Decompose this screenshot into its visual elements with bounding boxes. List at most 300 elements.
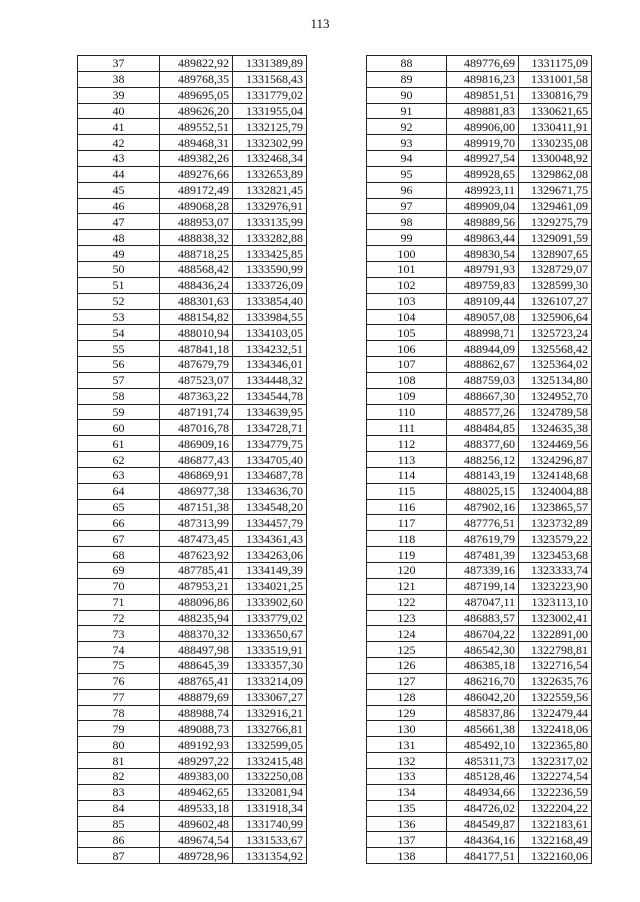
y-coordinate-cell: 1333135,99 (233, 214, 307, 230)
table-row (78, 372, 307, 388)
x-coordinate-cell: 489791,93 (447, 261, 519, 277)
x-coordinate-cell: 487902,16 (447, 499, 519, 515)
point-number-cell: 83 (78, 784, 160, 800)
x-coordinate-cell: 487523,07 (160, 372, 233, 388)
x-coordinate-cell: 489851,51 (447, 87, 519, 103)
point-number-cell: 111 (367, 420, 447, 436)
x-coordinate-cell: 489923,11 (447, 182, 519, 198)
x-coordinate-cell: 489383,00 (160, 768, 233, 784)
x-coordinate-cell: 488879,69 (160, 689, 233, 705)
point-number-cell: 135 (367, 800, 447, 816)
table-row (78, 103, 307, 119)
x-coordinate-cell: 486977,38 (160, 483, 233, 499)
coordinates-table-right (366, 55, 592, 864)
y-coordinate-cell: 1334548,20 (233, 499, 307, 515)
y-coordinate-cell: 1328599,30 (519, 277, 592, 293)
table-row (78, 436, 307, 452)
x-coordinate-cell: 489192,93 (160, 737, 233, 753)
y-coordinate-cell: 1331918,34 (233, 800, 307, 816)
table-row (78, 832, 307, 848)
x-coordinate-cell: 485128,46 (447, 768, 519, 784)
table-row (78, 563, 307, 579)
point-number-cell: 61 (78, 436, 160, 452)
y-coordinate-cell: 1333214,09 (233, 673, 307, 689)
y-coordinate-cell: 1322798,81 (519, 642, 592, 658)
y-coordinate-cell: 1329671,75 (519, 182, 592, 198)
point-number-cell: 87 (78, 848, 160, 864)
point-number-cell: 127 (367, 673, 447, 689)
y-coordinate-cell: 1332081,94 (233, 784, 307, 800)
y-coordinate-cell: 1334457,79 (233, 515, 307, 531)
x-coordinate-cell: 489759,83 (447, 277, 519, 293)
x-coordinate-cell: 489919,70 (447, 135, 519, 151)
point-number-cell: 105 (367, 325, 447, 341)
point-number-cell: 57 (78, 372, 160, 388)
table-row (78, 261, 307, 277)
point-number-cell: 65 (78, 499, 160, 515)
point-number-cell: 101 (367, 261, 447, 277)
y-coordinate-cell: 1323579,22 (519, 531, 592, 547)
table-row (367, 357, 592, 373)
point-number-cell: 69 (78, 563, 160, 579)
x-coordinate-cell: 486216,70 (447, 673, 519, 689)
table-row (367, 87, 592, 103)
point-number-cell: 115 (367, 483, 447, 499)
point-number-cell: 114 (367, 467, 447, 483)
point-number-cell: 43 (78, 151, 160, 167)
x-coordinate-cell: 488568,42 (160, 261, 233, 277)
y-coordinate-cell: 1334149,39 (233, 563, 307, 579)
x-coordinate-cell: 487776,51 (447, 515, 519, 531)
y-coordinate-cell: 1331533,67 (233, 832, 307, 848)
y-coordinate-cell: 1325364,02 (519, 357, 592, 373)
x-coordinate-cell: 488235,94 (160, 610, 233, 626)
x-coordinate-cell: 489172,49 (160, 182, 233, 198)
point-number-cell: 68 (78, 547, 160, 563)
table-row (78, 182, 307, 198)
y-coordinate-cell: 1322559,56 (519, 689, 592, 705)
y-coordinate-cell: 1330048,92 (519, 151, 592, 167)
y-coordinate-cell: 1332766,81 (233, 721, 307, 737)
table-row (367, 673, 592, 689)
table-row (78, 166, 307, 182)
table-row (78, 71, 307, 87)
y-coordinate-cell: 1334103,05 (233, 325, 307, 341)
table-row (367, 277, 592, 293)
x-coordinate-cell: 489822,92 (160, 56, 233, 72)
y-coordinate-cell: 1323453,68 (519, 547, 592, 563)
x-coordinate-cell: 487151,38 (160, 499, 233, 515)
table-row (367, 198, 592, 214)
point-number-cell: 89 (367, 71, 447, 87)
y-coordinate-cell: 1333357,30 (233, 658, 307, 674)
table-row (78, 578, 307, 594)
table-row (78, 800, 307, 816)
table-row (78, 816, 307, 832)
y-coordinate-cell: 1322274,54 (519, 768, 592, 784)
table-row (78, 309, 307, 325)
table-row (78, 705, 307, 721)
table-row (367, 151, 592, 167)
x-coordinate-cell: 489927,54 (447, 151, 519, 167)
table-row (78, 87, 307, 103)
x-coordinate-cell: 488010,94 (160, 325, 233, 341)
point-number-cell: 41 (78, 119, 160, 135)
point-number-cell: 136 (367, 816, 447, 832)
table-row (367, 610, 592, 626)
y-coordinate-cell: 1334232,51 (233, 341, 307, 357)
x-coordinate-cell: 489088,73 (160, 721, 233, 737)
x-coordinate-cell: 489928,65 (447, 166, 519, 182)
point-number-cell: 52 (78, 293, 160, 309)
y-coordinate-cell: 1333590,99 (233, 261, 307, 277)
table-row (78, 230, 307, 246)
x-coordinate-cell: 489297,22 (160, 753, 233, 769)
y-coordinate-cell: 1323223,90 (519, 578, 592, 594)
y-coordinate-cell: 1322168,49 (519, 832, 592, 848)
table-row (78, 499, 307, 515)
coordinates-table-left (77, 55, 307, 864)
point-number-cell: 48 (78, 230, 160, 246)
y-coordinate-cell: 1333282,88 (233, 230, 307, 246)
y-coordinate-cell: 1334705,40 (233, 452, 307, 468)
x-coordinate-cell: 488143,19 (447, 467, 519, 483)
x-coordinate-cell: 487313,99 (160, 515, 233, 531)
y-coordinate-cell: 1332599,05 (233, 737, 307, 753)
table-row (78, 515, 307, 531)
y-coordinate-cell: 1334361,43 (233, 531, 307, 547)
table-row (367, 325, 592, 341)
table-row (367, 642, 592, 658)
x-coordinate-cell: 488998,71 (447, 325, 519, 341)
y-coordinate-cell: 1325723,24 (519, 325, 592, 341)
table-row (367, 658, 592, 674)
table-row (367, 452, 592, 468)
table-row (367, 483, 592, 499)
y-coordinate-cell: 1332821,45 (233, 182, 307, 198)
y-coordinate-cell: 1322716,54 (519, 658, 592, 674)
point-number-cell: 64 (78, 483, 160, 499)
table-row (78, 119, 307, 135)
point-number-cell: 63 (78, 467, 160, 483)
x-coordinate-cell: 489068,28 (160, 198, 233, 214)
table-row (367, 420, 592, 436)
y-coordinate-cell: 1323333,74 (519, 563, 592, 579)
y-coordinate-cell: 1334544,78 (233, 388, 307, 404)
y-coordinate-cell: 1322635,76 (519, 673, 592, 689)
table-row (367, 166, 592, 182)
x-coordinate-cell: 488988,74 (160, 705, 233, 721)
point-number-cell: 66 (78, 515, 160, 531)
table-row (78, 642, 307, 658)
table-row (78, 341, 307, 357)
y-coordinate-cell: 1333067,27 (233, 689, 307, 705)
x-coordinate-cell: 486883,57 (447, 610, 519, 626)
x-coordinate-cell: 488645,39 (160, 658, 233, 674)
x-coordinate-cell: 487339,16 (447, 563, 519, 579)
x-coordinate-cell: 489881,83 (447, 103, 519, 119)
point-number-cell: 70 (78, 578, 160, 594)
y-coordinate-cell: 1324635,38 (519, 420, 592, 436)
x-coordinate-cell: 486542,30 (447, 642, 519, 658)
table-row (78, 658, 307, 674)
point-number-cell: 62 (78, 452, 160, 468)
table-row (367, 784, 592, 800)
point-number-cell: 119 (367, 547, 447, 563)
point-number-cell: 96 (367, 182, 447, 198)
point-number-cell: 92 (367, 119, 447, 135)
y-coordinate-cell: 1333902,60 (233, 594, 307, 610)
point-number-cell: 98 (367, 214, 447, 230)
y-coordinate-cell: 1329862,08 (519, 166, 592, 182)
table-row (78, 673, 307, 689)
x-coordinate-cell: 488759,03 (447, 372, 519, 388)
table-row (367, 71, 592, 87)
table-row (78, 277, 307, 293)
y-coordinate-cell: 1322418,06 (519, 721, 592, 737)
table-row (367, 531, 592, 547)
y-coordinate-cell: 1334728,71 (233, 420, 307, 436)
point-number-cell: 128 (367, 689, 447, 705)
table-row (367, 547, 592, 563)
point-number-cell: 77 (78, 689, 160, 705)
x-coordinate-cell: 489552,51 (160, 119, 233, 135)
y-coordinate-cell: 1334779,75 (233, 436, 307, 452)
y-coordinate-cell: 1330621,65 (519, 103, 592, 119)
y-coordinate-cell: 1332415,48 (233, 753, 307, 769)
x-coordinate-cell: 487623,92 (160, 547, 233, 563)
x-coordinate-cell: 488862,67 (447, 357, 519, 373)
point-number-cell: 71 (78, 594, 160, 610)
point-number-cell: 85 (78, 816, 160, 832)
y-coordinate-cell: 1322160,06 (519, 848, 592, 864)
x-coordinate-cell: 488301,63 (160, 293, 233, 309)
x-coordinate-cell: 488577,26 (447, 404, 519, 420)
table-row (367, 261, 592, 277)
point-number-cell: 120 (367, 563, 447, 579)
y-coordinate-cell: 1331779,02 (233, 87, 307, 103)
table-row (367, 230, 592, 246)
y-coordinate-cell: 1334448,32 (233, 372, 307, 388)
y-coordinate-cell: 1332250,08 (233, 768, 307, 784)
point-number-cell: 109 (367, 388, 447, 404)
point-number-cell: 91 (367, 103, 447, 119)
x-coordinate-cell: 489276,66 (160, 166, 233, 182)
point-number-cell: 132 (367, 753, 447, 769)
point-number-cell: 100 (367, 246, 447, 262)
y-coordinate-cell: 1329091,59 (519, 230, 592, 246)
x-coordinate-cell: 489057,08 (447, 309, 519, 325)
table-row (78, 610, 307, 626)
point-number-cell: 84 (78, 800, 160, 816)
y-coordinate-cell: 1331001,58 (519, 71, 592, 87)
x-coordinate-cell: 487619,79 (447, 531, 519, 547)
table-row (367, 246, 592, 262)
point-number-cell: 55 (78, 341, 160, 357)
x-coordinate-cell: 488154,82 (160, 309, 233, 325)
y-coordinate-cell: 1325906,64 (519, 309, 592, 325)
y-coordinate-cell: 1323002,41 (519, 610, 592, 626)
table-row (367, 848, 592, 864)
x-coordinate-cell: 484177,51 (447, 848, 519, 864)
y-coordinate-cell: 1332468,34 (233, 151, 307, 167)
point-number-cell: 108 (367, 372, 447, 388)
x-coordinate-cell: 485492,10 (447, 737, 519, 753)
point-number-cell: 53 (78, 309, 160, 325)
y-coordinate-cell: 1330235,08 (519, 135, 592, 151)
x-coordinate-cell: 486704,22 (447, 626, 519, 642)
x-coordinate-cell: 487841,18 (160, 341, 233, 357)
point-number-cell: 107 (367, 357, 447, 373)
table-row (367, 103, 592, 119)
y-coordinate-cell: 1333425,85 (233, 246, 307, 262)
y-coordinate-cell: 1333726,09 (233, 277, 307, 293)
point-number-cell: 124 (367, 626, 447, 642)
page-number: 113 (310, 16, 330, 31)
x-coordinate-cell: 489863,44 (447, 230, 519, 246)
table-row (367, 721, 592, 737)
table-row (367, 467, 592, 483)
x-coordinate-cell: 488497,98 (160, 642, 233, 658)
x-coordinate-cell: 489468,31 (160, 135, 233, 151)
x-coordinate-cell: 485661,38 (447, 721, 519, 737)
table-row (367, 388, 592, 404)
x-coordinate-cell: 487363,22 (160, 388, 233, 404)
x-coordinate-cell: 489906,00 (447, 119, 519, 135)
x-coordinate-cell: 489830,54 (447, 246, 519, 262)
table-row (367, 135, 592, 151)
x-coordinate-cell: 489533,18 (160, 800, 233, 816)
point-number-cell: 113 (367, 452, 447, 468)
table-row (367, 293, 592, 309)
table-row (367, 689, 592, 705)
table-row (78, 784, 307, 800)
y-coordinate-cell: 1322891,00 (519, 626, 592, 642)
table-row (367, 119, 592, 135)
y-coordinate-cell: 1324952,70 (519, 388, 592, 404)
y-coordinate-cell: 1331955,04 (233, 103, 307, 119)
table-row (78, 198, 307, 214)
y-coordinate-cell: 1322183,61 (519, 816, 592, 832)
table-row (367, 626, 592, 642)
point-number-cell: 112 (367, 436, 447, 452)
y-coordinate-cell: 1331568,43 (233, 71, 307, 87)
table-row (367, 436, 592, 452)
table-row (367, 705, 592, 721)
x-coordinate-cell: 486869,91 (160, 467, 233, 483)
x-coordinate-cell: 489816,23 (447, 71, 519, 87)
point-number-cell: 90 (367, 87, 447, 103)
point-number-cell: 133 (367, 768, 447, 784)
x-coordinate-cell: 486877,43 (160, 452, 233, 468)
y-coordinate-cell: 1333519,91 (233, 642, 307, 658)
y-coordinate-cell: 1328907,65 (519, 246, 592, 262)
table-row (78, 214, 307, 230)
point-number-cell: 46 (78, 198, 160, 214)
table-row (78, 388, 307, 404)
table-row (367, 404, 592, 420)
table-row (78, 452, 307, 468)
point-number-cell: 118 (367, 531, 447, 547)
x-coordinate-cell: 486385,18 (447, 658, 519, 674)
point-number-cell: 59 (78, 404, 160, 420)
point-number-cell: 79 (78, 721, 160, 737)
table-row (367, 737, 592, 753)
x-coordinate-cell: 488025,15 (447, 483, 519, 499)
table-row (367, 372, 592, 388)
table-row (78, 467, 307, 483)
x-coordinate-cell: 486909,16 (160, 436, 233, 452)
y-coordinate-cell: 1329275,79 (519, 214, 592, 230)
y-coordinate-cell: 1333650,67 (233, 626, 307, 642)
point-number-cell: 76 (78, 673, 160, 689)
x-coordinate-cell: 489109,44 (447, 293, 519, 309)
point-number-cell: 78 (78, 705, 160, 721)
x-coordinate-cell: 489909,04 (447, 198, 519, 214)
point-number-cell: 39 (78, 87, 160, 103)
table-row (78, 56, 307, 72)
table-row (367, 309, 592, 325)
y-coordinate-cell: 1323865,57 (519, 499, 592, 515)
x-coordinate-cell: 488953,07 (160, 214, 233, 230)
x-coordinate-cell: 487481,39 (447, 547, 519, 563)
point-number-cell: 42 (78, 135, 160, 151)
point-number-cell: 56 (78, 357, 160, 373)
table-row (367, 214, 592, 230)
point-number-cell: 81 (78, 753, 160, 769)
table-row (78, 737, 307, 753)
y-coordinate-cell: 1324296,87 (519, 452, 592, 468)
table-row (78, 420, 307, 436)
table-row (367, 515, 592, 531)
x-coordinate-cell: 489776,69 (447, 56, 519, 72)
point-number-cell: 38 (78, 71, 160, 87)
x-coordinate-cell: 488667,30 (447, 388, 519, 404)
point-number-cell: 94 (367, 151, 447, 167)
y-coordinate-cell: 1324004,88 (519, 483, 592, 499)
point-number-cell: 137 (367, 832, 447, 848)
x-coordinate-cell: 488838,32 (160, 230, 233, 246)
point-number-cell: 95 (367, 166, 447, 182)
point-number-cell: 121 (367, 578, 447, 594)
x-coordinate-cell: 489674,54 (160, 832, 233, 848)
table-row (367, 499, 592, 515)
table-row (78, 768, 307, 784)
point-number-cell: 51 (78, 277, 160, 293)
y-coordinate-cell: 1332976,91 (233, 198, 307, 214)
x-coordinate-cell: 488765,41 (160, 673, 233, 689)
table-row (78, 626, 307, 642)
x-coordinate-cell: 488256,12 (447, 452, 519, 468)
x-coordinate-cell: 484934,66 (447, 784, 519, 800)
point-number-cell: 110 (367, 404, 447, 420)
point-number-cell: 49 (78, 246, 160, 262)
table-row (78, 357, 307, 373)
y-coordinate-cell: 1324789,58 (519, 404, 592, 420)
x-coordinate-cell: 485837,86 (447, 705, 519, 721)
y-coordinate-cell: 1330411,91 (519, 119, 592, 135)
table-row (367, 56, 592, 72)
table-row (367, 753, 592, 769)
y-coordinate-cell: 1324469,56 (519, 436, 592, 452)
table-row (367, 341, 592, 357)
table-row (367, 182, 592, 198)
table-row (78, 246, 307, 262)
table-row (367, 594, 592, 610)
x-coordinate-cell: 487785,41 (160, 563, 233, 579)
point-number-cell: 74 (78, 642, 160, 658)
point-number-cell: 44 (78, 166, 160, 182)
